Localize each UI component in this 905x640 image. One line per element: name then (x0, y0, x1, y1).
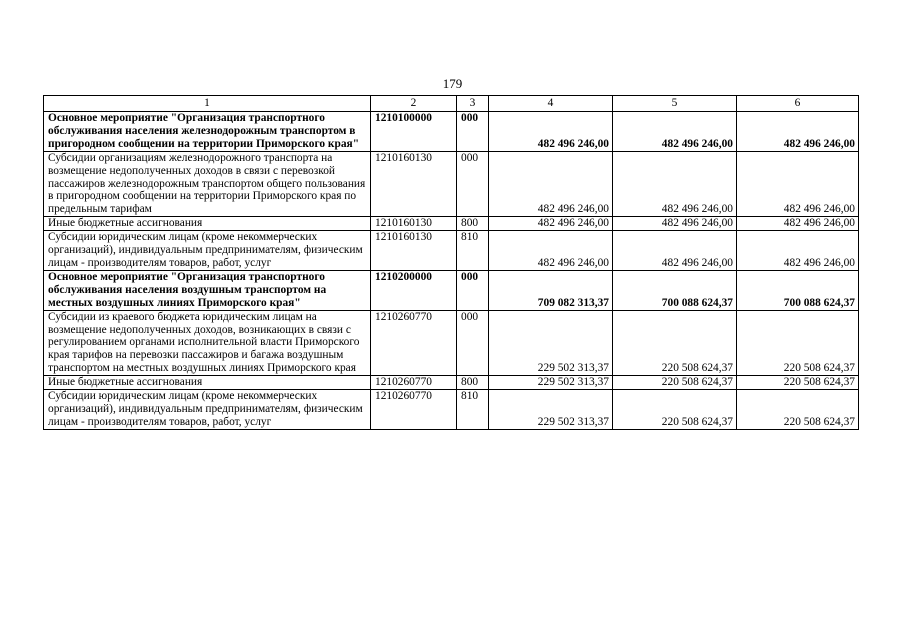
table-row (44, 390, 859, 430)
table-row (44, 112, 859, 152)
header-cell-2: 2 (371, 96, 457, 112)
header-cell-1: 1 (44, 96, 371, 112)
name-cell: Иные бюджетные ассигнования (44, 217, 371, 231)
amount-col6-cell: 220 508 624,37 (737, 376, 859, 390)
budget-table-body (44, 96, 859, 430)
header-cell-6: 6 (737, 96, 859, 112)
table-row (44, 310, 859, 376)
table-row (44, 376, 859, 390)
expense-type-cell: 000 (457, 310, 489, 376)
amount-col6-cell: 220 508 624,37 (737, 310, 859, 376)
code-cell: 1210260770 (371, 376, 457, 390)
amount-col4-cell: 482 496 246,00 (489, 112, 613, 152)
amount-col5-cell: 482 496 246,00 (613, 112, 737, 152)
name-cell: Основное мероприятие "Организация транспортного обслуживания населения железнодорожным транспортом в пригородном сообщении на территории Приморского края" (44, 112, 371, 152)
expense-type-cell: 000 (457, 112, 489, 152)
header-cell-4: 4 (489, 96, 613, 112)
amount-col4-cell: 482 496 246,00 (489, 151, 613, 217)
expense-type-cell: 810 (457, 390, 489, 430)
name-cell: Основное мероприятие "Организация транспортного обслуживания населения воздушным транспортом на местных воздушных линиях Приморского края" (44, 270, 371, 310)
amount-col5-cell: 220 508 624,37 (613, 390, 737, 430)
amount-col5-cell: 482 496 246,00 (613, 231, 737, 271)
amount-col6-cell: 482 496 246,00 (737, 217, 859, 231)
header-row (44, 96, 859, 112)
table-row (44, 231, 859, 271)
amount-col4-cell: 229 502 313,37 (489, 310, 613, 376)
amount-col4-cell: 709 082 313,37 (489, 270, 613, 310)
code-cell: 1210160130 (371, 231, 457, 271)
amount-col5-cell: 700 088 624,37 (613, 270, 737, 310)
expense-type-cell: 000 (457, 151, 489, 217)
amount-col6-cell: 482 496 246,00 (737, 112, 859, 152)
page-number: 179 (442, 76, 463, 91)
code-cell: 1210160130 (371, 151, 457, 217)
amount-col5-cell: 482 496 246,00 (613, 151, 737, 217)
code-cell: 1210260770 (371, 310, 457, 376)
table-row (44, 151, 859, 217)
amount-col6-cell: 482 496 246,00 (737, 231, 859, 271)
code-cell: 1210260770 (371, 390, 457, 430)
amount-col6-cell: 220 508 624,37 (737, 390, 859, 430)
amount-col6-cell: 482 496 246,00 (737, 151, 859, 217)
name-cell: Иные бюджетные ассигнования (44, 376, 371, 390)
name-cell: Субсидии юридическим лицам (кроме некоммерческих организаций), индивидуальным предпринимателям, физическим лицам - производителям товаров, работ, услуг (44, 390, 371, 430)
expense-type-cell: 800 (457, 376, 489, 390)
header-cell-5: 5 (613, 96, 737, 112)
name-cell: Субсидии организациям железнодорожного транспорта на возмещение недополученных доходов в связи с перевозкой пассажиров железнодорожным транспортом общего пользования в пригородном сообщении на территории Приморского края по предельным тарифам (44, 151, 371, 217)
amount-col6-cell: 700 088 624,37 (737, 270, 859, 310)
amount-col4-cell: 229 502 313,37 (489, 376, 613, 390)
amount-col5-cell: 220 508 624,37 (613, 376, 737, 390)
code-cell: 1210200000 (371, 270, 457, 310)
amount-col5-cell: 482 496 246,00 (613, 217, 737, 231)
amount-col4-cell: 229 502 313,37 (489, 390, 613, 430)
name-cell: Субсидии из краевого бюджета юридическим лицам на возмещение недополученных доходов, возникающих в связи с регулированием органами исполнительной власти Приморского края тарифов на перевозки пассажиров и багажа воздушным транспортом на местных воздушных линиях Приморского края (44, 310, 371, 376)
code-cell: 1210160130 (371, 217, 457, 231)
amount-col5-cell: 220 508 624,37 (613, 310, 737, 376)
expense-type-cell: 810 (457, 231, 489, 271)
table-row (44, 270, 859, 310)
amount-col4-cell: 482 496 246,00 (489, 217, 613, 231)
expense-type-cell: 800 (457, 217, 489, 231)
budget-table (43, 95, 859, 430)
table-row (44, 217, 859, 231)
amount-col4-cell: 482 496 246,00 (489, 231, 613, 271)
header-cell-3: 3 (457, 96, 489, 112)
code-cell: 1210100000 (371, 112, 457, 152)
expense-type-cell: 000 (457, 270, 489, 310)
name-cell: Субсидии юридическим лицам (кроме некоммерческих организаций), индивидуальным предпринимателям, физическим лицам - производителям товаров, работ, услуг (44, 231, 371, 271)
